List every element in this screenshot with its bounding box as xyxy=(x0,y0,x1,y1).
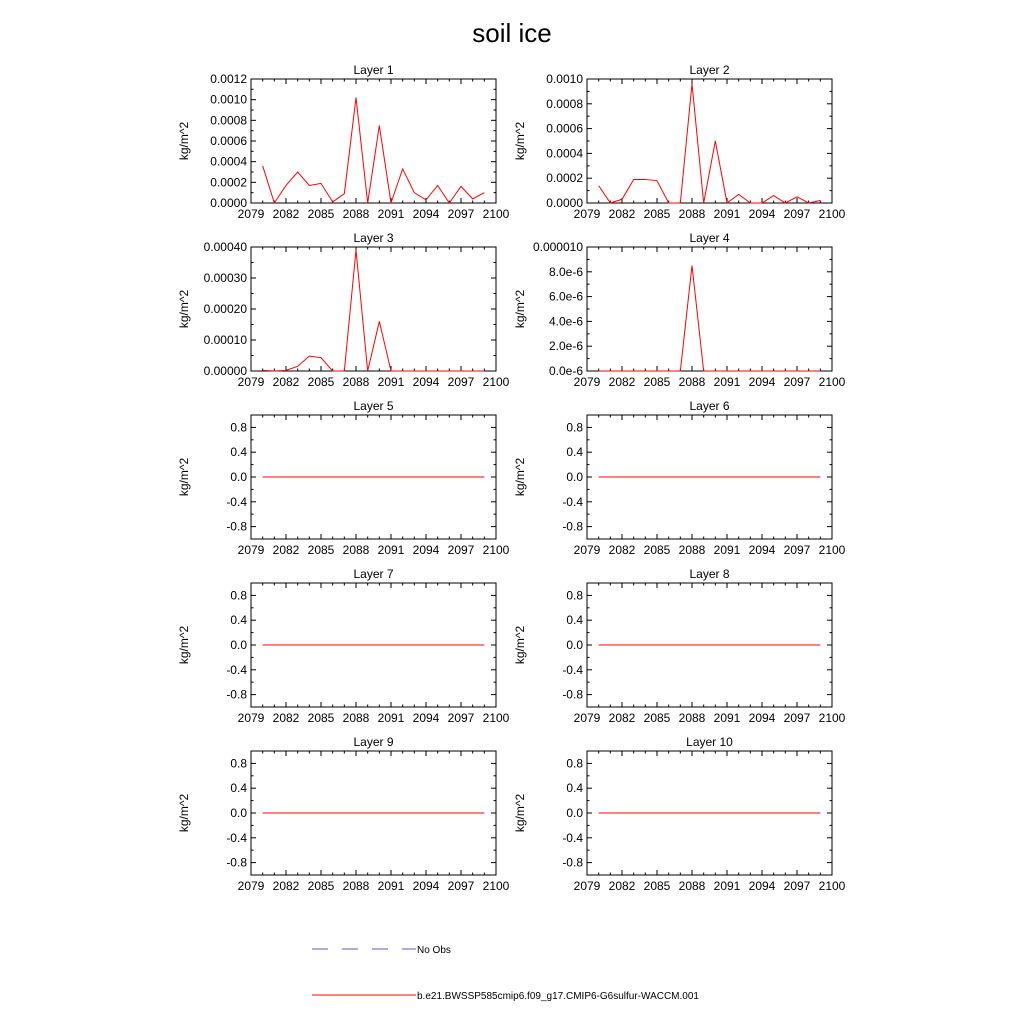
y-axis-label: kg/m^2 xyxy=(513,625,527,665)
y-tick-label: 4.0e-6 xyxy=(548,314,583,329)
panel-10 xyxy=(513,735,846,893)
y-tick-label: 0.4 xyxy=(566,781,583,796)
x-tick-label: 2088 xyxy=(342,879,370,893)
x-tick-label: 2097 xyxy=(447,879,475,893)
x-tick-label: 2100 xyxy=(818,879,846,893)
x-tick-label: 2097 xyxy=(783,207,811,221)
panel-title: Layer 6 xyxy=(689,399,730,413)
x-tick-label: 2097 xyxy=(447,711,475,725)
y-tick-label: 0.0 xyxy=(230,806,247,820)
x-tick-label: 2100 xyxy=(482,879,510,893)
y-tick-label: 0.8 xyxy=(230,420,247,435)
x-tick-label: 2079 xyxy=(573,375,601,389)
y-tick-label: -0.8 xyxy=(562,519,583,534)
y-tick-label: -0.4 xyxy=(562,494,583,509)
x-tick-label: 2088 xyxy=(342,543,370,557)
y-tick-label: 2.0e-6 xyxy=(548,339,583,354)
y-axis-label: kg/m^2 xyxy=(177,289,191,329)
x-tick-label: 2091 xyxy=(377,207,405,221)
x-tick-label: 2100 xyxy=(482,375,510,389)
y-tick-label: 0.8 xyxy=(230,588,247,603)
y-tick-label: 0.000010 xyxy=(532,240,583,254)
panels xyxy=(177,63,846,893)
y-tick-label: -0.8 xyxy=(226,687,247,702)
x-tick-label: 2082 xyxy=(272,711,300,725)
x-tick-label: 2085 xyxy=(643,375,671,389)
x-tick-label: 2079 xyxy=(237,207,265,221)
x-tick-label: 2079 xyxy=(237,375,265,389)
x-tick-label: 2079 xyxy=(573,879,601,893)
y-tick-label: 0.0002 xyxy=(546,171,583,186)
y-tick-label: -0.4 xyxy=(226,494,247,509)
x-tick-label: 2091 xyxy=(377,375,405,389)
y-axis-label: kg/m^2 xyxy=(177,457,191,497)
plot-frame xyxy=(251,79,496,203)
series-line xyxy=(599,266,821,371)
panel-title: Layer 3 xyxy=(353,231,394,245)
y-tick-label: 0.0006 xyxy=(546,121,583,136)
y-tick-label: 0.8 xyxy=(566,588,583,603)
x-tick-label: 2094 xyxy=(748,207,776,221)
y-tick-label: 0.0008 xyxy=(210,113,247,128)
y-axis-label: kg/m^2 xyxy=(177,625,191,665)
series-line xyxy=(263,250,485,371)
x-tick-label: 2085 xyxy=(307,375,335,389)
x-tick-label: 2082 xyxy=(608,207,636,221)
x-tick-label: 2085 xyxy=(307,711,335,725)
x-tick-label: 2097 xyxy=(783,879,811,893)
x-tick-label: 2082 xyxy=(608,879,636,893)
x-tick-label: 2100 xyxy=(818,543,846,557)
y-tick-label: 0.0008 xyxy=(546,96,583,111)
plot-frame xyxy=(587,247,832,371)
x-tick-label: 2088 xyxy=(342,375,370,389)
x-tick-label: 2085 xyxy=(307,207,335,221)
y-tick-label: -0.8 xyxy=(562,855,583,870)
panel-title: Layer 8 xyxy=(689,567,730,581)
y-tick-label: 0.4 xyxy=(566,445,583,460)
panel-4 xyxy=(513,231,846,389)
y-tick-label: -0.4 xyxy=(562,662,583,677)
panel-title: Layer 5 xyxy=(353,399,394,413)
x-tick-label: 2079 xyxy=(573,207,601,221)
x-tick-label: 2100 xyxy=(818,207,846,221)
y-tick-label: 0.0002 xyxy=(210,175,247,190)
x-tick-label: 2079 xyxy=(573,711,601,725)
y-tick-label: 0.0010 xyxy=(546,72,583,86)
y-tick-label: 0.8 xyxy=(566,756,583,771)
x-tick-label: 2088 xyxy=(678,711,706,725)
panel-title: Layer 10 xyxy=(686,735,733,749)
x-tick-label: 2082 xyxy=(608,711,636,725)
y-tick-label: 0.0 xyxy=(566,470,583,484)
y-tick-label: -0.4 xyxy=(226,662,247,677)
x-tick-label: 2097 xyxy=(783,711,811,725)
x-tick-label: 2094 xyxy=(412,375,440,389)
panel-title: Layer 1 xyxy=(353,63,394,77)
x-tick-label: 2097 xyxy=(447,543,475,557)
y-tick-label: 0.00040 xyxy=(203,240,247,254)
panel-title: Layer 4 xyxy=(689,231,730,245)
panel-2 xyxy=(513,63,846,221)
y-tick-label: 0.4 xyxy=(230,445,247,460)
panel-title: Layer 9 xyxy=(353,735,394,749)
y-tick-label: -0.8 xyxy=(226,519,247,534)
y-tick-label: 0.4 xyxy=(566,613,583,628)
x-tick-label: 2094 xyxy=(412,543,440,557)
x-tick-label: 2094 xyxy=(748,711,776,725)
x-tick-label: 2085 xyxy=(643,711,671,725)
legend-obs-label: No Obs xyxy=(417,945,451,956)
x-tick-label: 2097 xyxy=(783,375,811,389)
y-tick-label: 0.4 xyxy=(230,781,247,796)
x-tick-label: 2088 xyxy=(678,879,706,893)
x-tick-label: 2085 xyxy=(643,207,671,221)
x-tick-label: 2100 xyxy=(818,711,846,725)
x-tick-label: 2100 xyxy=(818,375,846,389)
x-tick-label: 2079 xyxy=(237,879,265,893)
x-tick-label: 2091 xyxy=(713,207,741,221)
y-tick-label: 0.8 xyxy=(566,420,583,435)
y-tick-label: 0.0 xyxy=(566,806,583,820)
y-tick-label: -0.4 xyxy=(562,830,583,845)
x-tick-label: 2082 xyxy=(608,375,636,389)
x-tick-label: 2082 xyxy=(608,543,636,557)
y-tick-label: 0.0004 xyxy=(210,154,247,169)
y-tick-label: 0.0 xyxy=(230,638,247,652)
x-tick-label: 2094 xyxy=(412,879,440,893)
x-tick-label: 2097 xyxy=(783,543,811,557)
panel-6 xyxy=(513,399,846,557)
panel-5 xyxy=(177,399,510,557)
x-tick-label: 2097 xyxy=(447,375,475,389)
x-tick-label: 2091 xyxy=(377,543,405,557)
y-tick-label: 0.0000 xyxy=(546,196,583,210)
y-tick-label: 6.0e-6 xyxy=(548,289,583,304)
x-tick-label: 2100 xyxy=(482,711,510,725)
y-tick-label: 0.0010 xyxy=(210,92,247,107)
x-tick-label: 2094 xyxy=(412,207,440,221)
x-tick-label: 2088 xyxy=(678,207,706,221)
y-tick-label: -0.8 xyxy=(226,855,247,870)
y-tick-label: 0.00000 xyxy=(203,364,247,378)
x-tick-label: 2091 xyxy=(713,375,741,389)
x-tick-label: 2094 xyxy=(748,375,776,389)
x-tick-label: 2085 xyxy=(643,879,671,893)
x-tick-label: 2100 xyxy=(482,207,510,221)
y-tick-label: 0.0012 xyxy=(210,72,247,86)
y-axis-label: kg/m^2 xyxy=(513,289,527,329)
y-tick-label: 0.8 xyxy=(230,756,247,771)
plot-frame xyxy=(251,247,496,371)
y-tick-label: 0.4 xyxy=(230,613,247,628)
panel-9 xyxy=(177,735,510,893)
x-tick-label: 2091 xyxy=(713,543,741,557)
x-tick-label: 2091 xyxy=(377,711,405,725)
y-tick-label: 0.00010 xyxy=(203,333,247,347)
figure-title: soil ice xyxy=(472,18,552,48)
y-tick-label: 0.00020 xyxy=(203,302,247,316)
x-tick-label: 2079 xyxy=(237,711,265,725)
panel-title: Layer 7 xyxy=(353,567,394,581)
y-tick-label: 0.0000 xyxy=(210,196,247,210)
y-tick-label: 0.0004 xyxy=(546,146,583,161)
panel-title: Layer 2 xyxy=(689,63,730,77)
x-tick-label: 2094 xyxy=(748,543,776,557)
x-tick-label: 2085 xyxy=(307,543,335,557)
y-tick-label: 0.0e-6 xyxy=(548,364,583,378)
x-tick-label: 2079 xyxy=(573,543,601,557)
x-tick-label: 2082 xyxy=(272,543,300,557)
y-tick-label: 8.0e-6 xyxy=(548,264,583,279)
y-tick-label: 0.0006 xyxy=(210,134,247,148)
x-tick-label: 2088 xyxy=(678,375,706,389)
y-axis-label: kg/m^2 xyxy=(513,457,527,497)
x-tick-label: 2091 xyxy=(377,879,405,893)
y-axis-label: kg/m^2 xyxy=(513,121,527,161)
x-tick-label: 2082 xyxy=(272,207,300,221)
panel-1 xyxy=(177,63,510,221)
plot-frame xyxy=(587,79,832,203)
x-tick-label: 2097 xyxy=(447,207,475,221)
y-axis-label: kg/m^2 xyxy=(513,793,527,833)
x-tick-label: 2082 xyxy=(272,375,300,389)
series-line xyxy=(599,84,821,203)
x-tick-label: 2091 xyxy=(713,879,741,893)
y-axis-label: kg/m^2 xyxy=(177,793,191,833)
series-line xyxy=(263,98,485,203)
legend xyxy=(312,945,699,1002)
x-tick-label: 2082 xyxy=(272,879,300,893)
x-tick-label: 2079 xyxy=(237,543,265,557)
y-tick-label: 0.0 xyxy=(566,638,583,652)
legend-model-label: b.e21.BWSSP585cmip6.f09_g17.CMIP6-G6sulfur-WACCM.001 xyxy=(417,991,699,1002)
panel-8 xyxy=(513,567,846,725)
x-tick-label: 2088 xyxy=(342,207,370,221)
y-tick-label: 0.0 xyxy=(230,470,247,484)
panel-7 xyxy=(177,567,510,725)
x-tick-label: 2100 xyxy=(482,543,510,557)
x-tick-label: 2091 xyxy=(713,711,741,725)
y-axis-label: kg/m^2 xyxy=(177,121,191,161)
x-tick-label: 2085 xyxy=(643,543,671,557)
y-tick-label: -0.8 xyxy=(562,687,583,702)
panel-3 xyxy=(177,231,510,389)
x-tick-label: 2088 xyxy=(678,543,706,557)
x-tick-label: 2088 xyxy=(342,711,370,725)
x-tick-label: 2085 xyxy=(307,879,335,893)
y-tick-label: 0.00030 xyxy=(203,271,247,285)
x-tick-label: 2094 xyxy=(412,711,440,725)
y-tick-label: -0.4 xyxy=(226,830,247,845)
x-tick-label: 2094 xyxy=(748,879,776,893)
